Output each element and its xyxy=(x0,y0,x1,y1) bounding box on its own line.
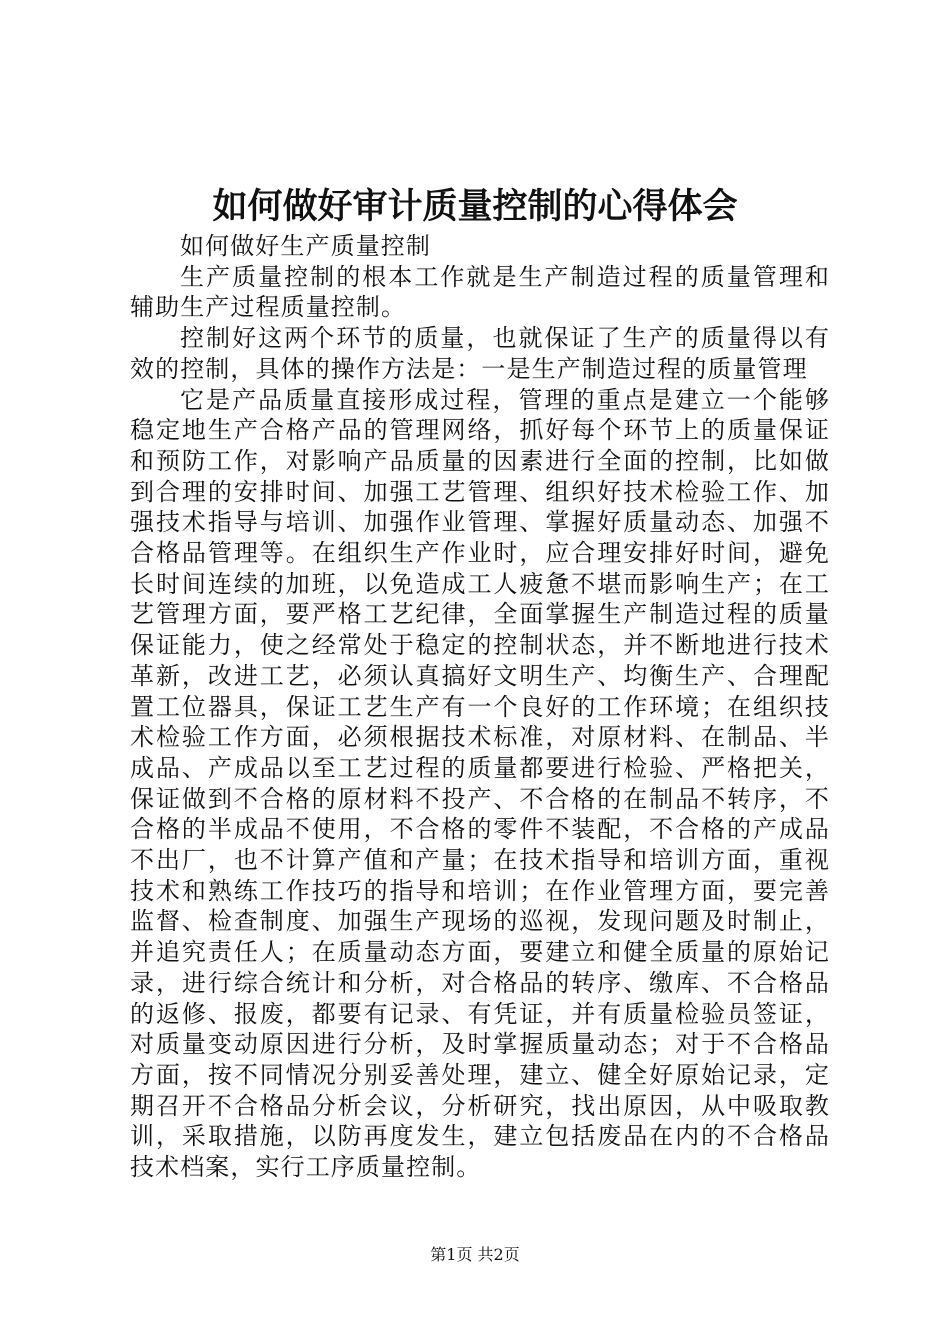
paragraph-subheading: 如何做好生产质量控制 xyxy=(180,232,431,260)
paragraph-intro: 生产质量控制的根本工作就是生产制造过程的质量管理和辅助生产过程质量控制。 xyxy=(130,262,830,322)
document-body xyxy=(130,231,830,1183)
document-title: 如何做好审计质量控制的心得体会 xyxy=(212,186,738,227)
page-number-footer: 第1页 共2页 xyxy=(430,1245,520,1264)
paragraph-method: 控制好这两个环节的质量，也就保证了生产的质量得以有效的控制，具体的操作方法是：一是生产制造过程的质量管理 xyxy=(130,324,830,383)
paragraph-details: 它是产品质量直接形成过程，管理的重点是建立一个能够稳定地生产合格产品的管理网络，抓好每个环节上的质量保证和预防工作，对影响产品质量的因素进行全面的控制，比如做到合理的安排时间、加强工艺管理、组织好技术检验工作、加强技术指导与培训、加强作业管理、掌握好质量动态、加强不合格品管理等。在组织生产作业时，应合理安排好时间，避免长时间连续的加班，以免造成工人疲惫不堪而影响生产；在工艺管理方面，要严格工艺纪律，全面掌握生产制造过程的质量保证能力，使之经常处于稳定的控制状态，并不断地进行技术革新，改进工艺，必须认真搞好文明生产、均衡生产、合理配置工位器具，保证工艺生产有一个良好的工作环境；在组织技术检验工作方面，必须根据技术标准，对原材料、在制品、半成品、产成品以至工艺过程的质量都要进行检验、严格把关，保证做到不合格的原材料不投产、不合格的在制品不转序，不合格的半成品不使用，不合格的零件不装配，不合格的产成品不出厂，也不计算产值和产量；在技术指导和培训方面，重视技术和熟练工作技巧的指导和培训；在作业管理方面，要完善监督、检查制度、加强生产现场的巡视，发现问题及时制止，并追究责任人；在质量动态方面，要建立和健全质量的原始记录，进行综合统计和分析，对合格品的转序、缴库、不合格品的返修、报废，都要有记录、有凭证，并有质量检验员签证，对质量变动原因进行分析，及时掌握质量动态；对于不合格品方面，按不同情况分别妥善处理，建立、健全好原始记录，定期召开不合格品分析会议，分析研究，找出原因，从中吸取教训，采取措施，以防再度发生，建立包括废品在内的不合格品技术档案，实行工序质量控制。 xyxy=(130,385,830,1182)
